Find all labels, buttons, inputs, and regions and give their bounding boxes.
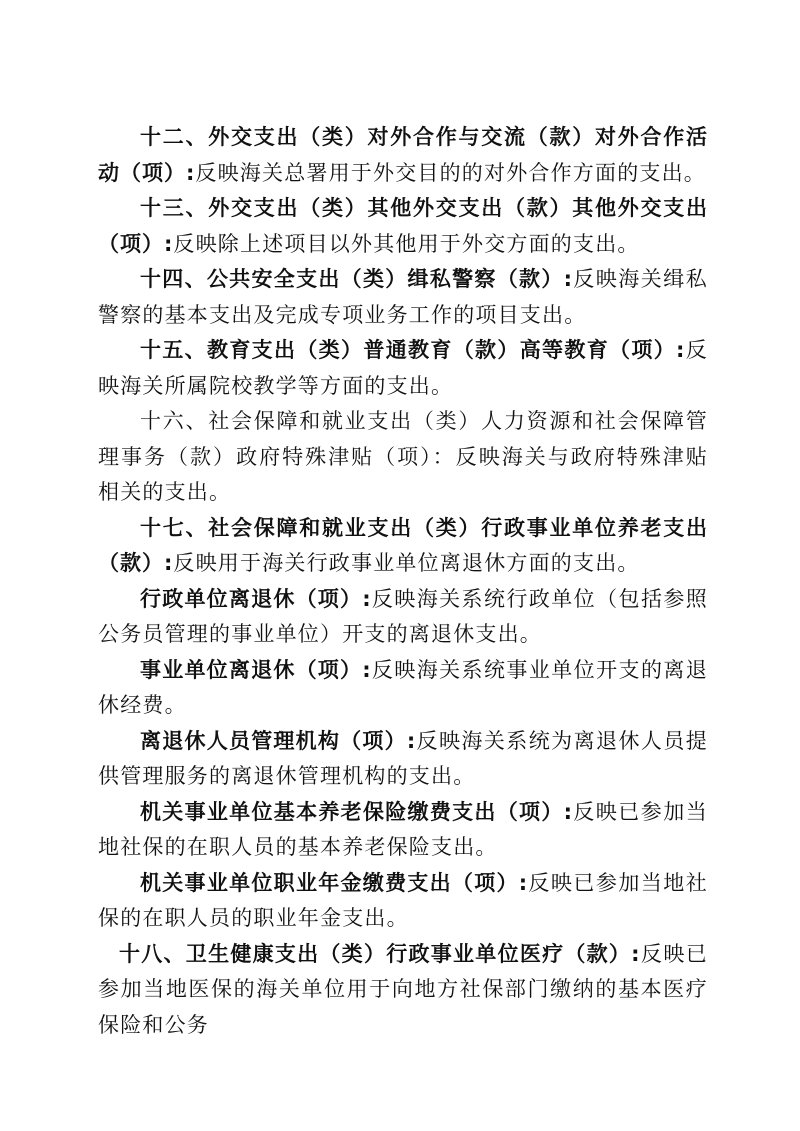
paragraph-heading: 事业单位离退休（项）:	[140, 657, 372, 682]
paragraph-heading: 离退休人员管理机构（项）:	[140, 728, 417, 753]
paragraph-retirement-management	[98, 724, 708, 795]
paragraph-heading: 十二、外交支出（类）对外合作与交流（款）对外合作活动（项）:	[98, 125, 708, 185]
paragraph-text: 反映除上述项目以外其他用于外交方面的支出。	[173, 231, 640, 256]
paragraph-text: 反映已参加当地医保的海关单位用于向地方社保部门缴纳的基本医疗保险和公务	[98, 941, 708, 1037]
paragraph-text: 十六、社会保障和就业支出（类）人力资源和社会保障管理事务（款）政府特殊津贴（项）：反映海关与政府特殊津贴相关的支出。	[98, 409, 708, 504]
paragraph-text: 反映已参加当地社保的在职人员的基本养老保险支出。	[98, 799, 708, 859]
paragraph-heading: 机关事业单位基本养老保险缴费支出（项）:	[140, 799, 574, 824]
paragraph-17	[98, 511, 708, 582]
paragraph-heading: 十三、外交支出（类）其他外交支出（款）其他外交支出（项）:	[98, 196, 708, 256]
paragraph-text: 反映海关系统行政单位（包括参照公务员管理的事业单位）开支的离退休支出。	[98, 586, 708, 646]
document-body	[98, 120, 708, 1043]
paragraph-text: 反映海关总署用于外交目的的对外合作方面的支出。	[195, 160, 707, 185]
paragraph-heading: 十五、教育支出（类）普通教育（款）高等教育（项）:	[140, 338, 686, 362]
paragraph-occupational-annuity	[98, 866, 708, 937]
paragraph-basic-pension	[98, 795, 708, 866]
paragraph-text: 反映海关系统事业单位开支的离退休经费。	[98, 657, 708, 717]
paragraph-admin-retirement	[98, 582, 708, 653]
paragraph-heading: 机关事业单位职业年金缴费支出（项）:	[140, 870, 529, 895]
paragraph-18	[98, 937, 708, 1044]
paragraph-13	[98, 191, 708, 262]
paragraph-heading: 行政单位离退休（项）:	[140, 586, 372, 611]
paragraph-12	[98, 120, 708, 191]
paragraph-text: 反映用于海关行政事业单位离退休方面的支出。	[173, 551, 640, 575]
paragraph-15	[98, 333, 708, 404]
paragraph-heading: 十七、社会保障和就业支出（类）行政事业单位养老支出（款）:	[98, 515, 708, 575]
paragraph-14	[98, 262, 708, 333]
paragraph-institution-retirement	[98, 653, 708, 724]
paragraph-16	[98, 404, 708, 511]
paragraph-text: 反映已参加当地社保的在职人员的职业年金支出。	[98, 870, 708, 930]
paragraph-text: 反映海关系统为离退休人员提供管理服务的离退休管理机构的支出。	[98, 728, 708, 788]
paragraph-text: 反映海关缉私警察的基本支出及完成专项业务工作的项目支出。	[98, 267, 708, 327]
paragraph-text: 反映海关所属院校教学等方面的支出。	[98, 338, 708, 398]
paragraph-heading: 十八、卫生健康支出（类）行政事业单位医疗（款）:	[119, 941, 641, 966]
paragraph-heading: 十四、公共安全支出（类）缉私警察（款）:	[140, 267, 574, 291]
